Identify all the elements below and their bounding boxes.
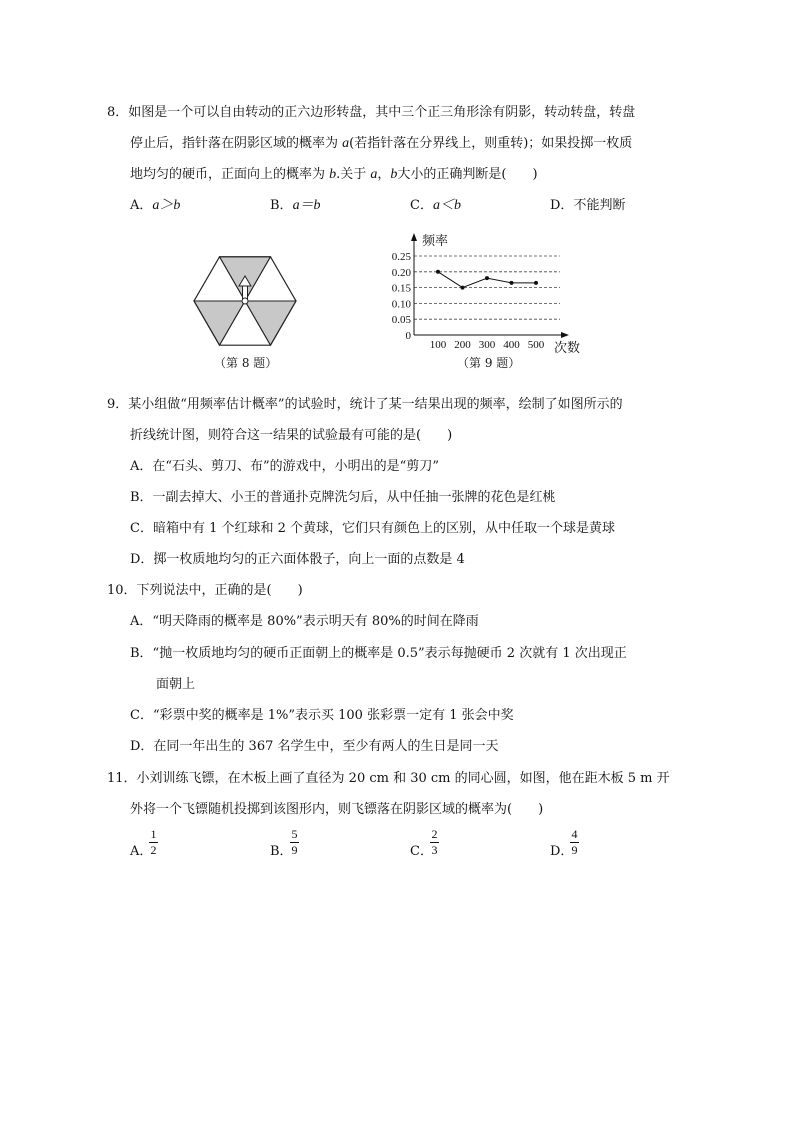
y-tick-label: 0.20 [391, 266, 411, 279]
q9-option-c: C．暗箱中有 1 个红球和 2 个黄球，它们只有颜色上的区别，从中任取一个球是黄球 [130, 521, 616, 536]
q11-option-d-label: D． [550, 844, 574, 859]
q11-option-b-fraction [290, 828, 299, 857]
data-point [510, 281, 514, 285]
q11-option-a-denominator: 2 [150, 843, 157, 857]
shaded-triangle-bottom-right [245, 301, 296, 345]
q8-figure-caption: （第 8 题） [214, 356, 278, 370]
q11-option-c-numerator: 2 [431, 827, 438, 841]
q11-option-d-numerator: 4 [571, 827, 578, 841]
q8-option-b-label: B． [270, 198, 293, 213]
x-tick-label: 300 [478, 339, 496, 351]
q11-option-c-denominator: 3 [431, 843, 438, 857]
frequency-line-chart [380, 230, 595, 358]
q8-var-a: a [342, 136, 350, 151]
x-tick-label: 500 [527, 339, 545, 351]
q10-option-b-line-1: B．“抛一枚质地均匀的硬币正面朝上的概率是 0.5”表示每抛硬币 2 次就有 1 次出现正 [130, 646, 627, 661]
q8-line-3-text-a: 地均匀的硬币，正面向上的概率为 [130, 167, 330, 182]
shaded-triangle-bottom-left [194, 301, 245, 345]
q11-option-c-fraction [430, 828, 439, 857]
y-tick-label: 0.05 [391, 314, 411, 327]
q11-option-a-fraction [149, 828, 158, 857]
q9-line-2: 折线统计图，则符合这一结果的试验最有可能的是( ) [130, 428, 453, 443]
q11-option-b-denominator: 9 [291, 843, 298, 857]
q10-option-c: C．“彩票中奖的概率是 1%”表示买 100 张彩票一定有 1 张会中奖 [130, 708, 514, 723]
q8-option-d [550, 197, 625, 215]
q10-option-b-line-2: 面朝上 [156, 677, 196, 692]
q8-option-d-label: D． [550, 198, 574, 213]
data-point [485, 276, 489, 280]
hexagon-spinner-figure [190, 255, 300, 347]
x-axis-arrow [561, 332, 569, 338]
q9-line-1: 9．某小组做“用频率估计概率”的试验时，统计了某一结果出现的频率，绘制了如图所示的 [107, 397, 623, 412]
x-tick-label: 200 [454, 339, 471, 351]
q8-var-b2: b [390, 167, 398, 182]
q8-option-a-text: a＞b [152, 198, 181, 213]
q8-line-3-text-d: 大小的正确判断是( ) [397, 167, 538, 182]
y-tick-label: 0.15 [391, 282, 411, 295]
q9-figure-caption: （第 9 题） [457, 356, 521, 370]
q8-line-2-text-b: (若指针落在分界线上，则重转)；如果投掷一枚质 [349, 136, 633, 151]
q9-option-a: A．在“石头、剪刀、布”的游戏中，小明出的是“剪刀” [130, 459, 439, 474]
x-tick-label: 100 [429, 339, 447, 351]
q9-option-d: D．掷一枚质地均匀的正六面体骰子，向上一面的点数是 4 [130, 552, 465, 567]
y-tick-label: 0 [405, 330, 411, 342]
q8-option-d-text: 不能判断 [573, 198, 626, 213]
q8-option-b [270, 197, 321, 215]
y-tick-label: 0.10 [391, 298, 411, 311]
pointer-pivot [242, 298, 248, 304]
q9-option-b: B．一副去掉大、小王的普通扑克牌洗匀后，从中任抽一张牌的花色是红桃 [130, 490, 556, 505]
pointer-shaft [243, 285, 248, 299]
q10-line-1: 10．下列说法中，正确的是( ) [107, 583, 303, 598]
q8-line-2-text-a: 停止后，指针落在阴影区域的概率为 [130, 136, 343, 151]
y-tick-label: 0.25 [391, 251, 411, 263]
x-tick-label: 400 [503, 339, 520, 351]
q8-var-b: b [329, 167, 337, 182]
x-axis-label: 次数 [554, 340, 581, 355]
q8-line-3-text-b: .关于 [336, 167, 371, 182]
q8-option-a [130, 197, 180, 215]
q8-option-c-label: C． [410, 198, 433, 213]
q8-line-1: 8．如图是一个可以自由转动的正六边形转盘，其中三个正三角形涂有阴影，转动转盘，转盘 [107, 105, 636, 120]
q8-line-2 [130, 135, 632, 153]
q8-option-a-label: A． [130, 198, 153, 213]
data-point [534, 281, 538, 285]
data-point [461, 286, 465, 290]
q8-option-c-text: a＜b [432, 198, 461, 213]
q11-option-b-numerator: 5 [291, 827, 298, 841]
q10-option-d: D．在同一年出生的 367 名学生中，至少有两人的生日是同一天 [130, 739, 499, 754]
q11-line-1: 11．小刘训练飞镖，在木板上画了直径为 20 cm 和 30 cm 的同心圆，如图，他在距木板 5 m 开 [107, 771, 670, 786]
q8-line-3-text-c: ， [377, 167, 391, 182]
q11-option-d-denominator: 9 [571, 843, 578, 857]
q11-option-c-label: C． [410, 844, 433, 859]
q11-option-d-fraction [570, 828, 579, 857]
y-axis-label: 频率 [422, 233, 449, 248]
q8-option-c [410, 197, 461, 215]
q11-line-2: 外将一个飞镖随机投掷到该图形内，则飞镖落在阴影区域的概率为( ) [130, 802, 544, 817]
q8-option-b-text: a＝b [292, 198, 321, 213]
q8-var-a2: a [370, 167, 378, 182]
q11-option-a-label: A． [130, 844, 153, 859]
q11-option-a-numerator: 1 [150, 827, 157, 841]
y-axis-arrow [411, 233, 417, 241]
q8-line-3 [130, 166, 538, 184]
data-point [436, 270, 440, 274]
q10-option-a: A．“明天降雨的概率是 80%”表示明天有 80%的时间在降雨 [130, 614, 479, 629]
q11-option-b-label: B． [270, 844, 293, 859]
